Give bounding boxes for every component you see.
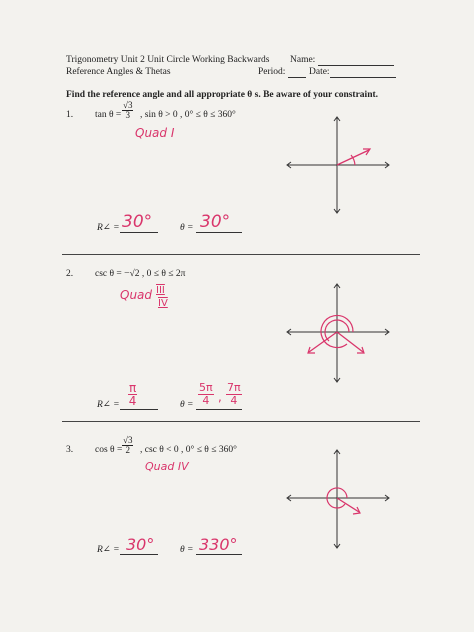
fraction-denominator: 4 xyxy=(230,394,238,407)
fraction-numerator: π xyxy=(129,381,137,395)
ref-angle-answer xyxy=(128,382,137,407)
worksheet-subtitle: Reference Angles & Thetas xyxy=(66,67,171,77)
ref-angle-blank[interactable] xyxy=(120,554,158,555)
coordinate-axes-icon xyxy=(285,282,391,384)
theta-answer: 330° xyxy=(199,535,238,554)
fraction-denominator: 3 xyxy=(125,110,130,120)
fraction-numerator: 5π xyxy=(199,381,213,394)
problem-number: 3. xyxy=(66,445,74,455)
theta-blank[interactable] xyxy=(196,409,242,410)
ref-angle-answer: 30° xyxy=(126,535,155,554)
ref-angle-answer: 30° xyxy=(122,212,153,232)
theta-label: θ = xyxy=(180,400,194,410)
coordinate-axes-icon xyxy=(285,115,391,215)
equation-lhs: tan θ = xyxy=(95,110,122,120)
equation: csc θ = −√2 , 0 ≤ θ ≤ 2π xyxy=(95,269,186,279)
problem-number: 1. xyxy=(66,110,74,120)
ref-angle-blank[interactable] xyxy=(120,232,158,233)
fraction-denominator: 4 xyxy=(202,394,210,407)
equation-fraction xyxy=(122,436,133,455)
period-label: Period: xyxy=(258,67,286,77)
quadrant-note: Quad I xyxy=(135,126,175,140)
fraction-denominator: 2 xyxy=(125,445,130,455)
quadrant-note-four: IV xyxy=(158,298,168,309)
coordinate-axes-icon xyxy=(285,448,391,550)
fraction-numerator: 7π xyxy=(227,381,241,394)
period-blank[interactable] xyxy=(288,77,306,78)
section-divider xyxy=(62,254,420,255)
equation-lhs: cos θ = xyxy=(95,445,123,455)
theta-blank[interactable] xyxy=(196,232,242,233)
equation-conditions: , sin θ > 0 , 0° ≤ θ ≤ 360° xyxy=(140,110,236,120)
equation-fraction xyxy=(122,101,133,120)
ref-angle-blank[interactable] xyxy=(120,409,158,410)
equation-conditions: , csc θ < 0 , 0° ≤ θ ≤ 360° xyxy=(140,445,237,455)
fraction-numerator: √3 xyxy=(123,100,133,110)
answer-separator: , xyxy=(218,390,222,404)
section-divider xyxy=(62,421,420,422)
date-label: Date: xyxy=(309,67,330,77)
date-blank[interactable] xyxy=(330,77,396,78)
quadrant-note: Quad IV xyxy=(145,460,189,473)
fraction-numerator: √3 xyxy=(123,435,133,445)
name-blank[interactable] xyxy=(318,65,394,66)
theta-answer-first xyxy=(198,382,214,407)
worksheet-title: Trigonometry Unit 2 Unit Circle Working Backwards xyxy=(66,55,270,65)
ref-angle-label: R∠ = xyxy=(97,545,120,555)
name-label: Name: xyxy=(290,55,316,65)
theta-label: θ = xyxy=(180,223,194,233)
quadrant-note: Quad xyxy=(120,288,153,302)
instructions: Find the reference angle and all appropriate θ s. Be aware of your constraint. xyxy=(66,90,379,100)
theta-label: θ = xyxy=(180,545,194,555)
theta-answer-second xyxy=(226,382,242,407)
theta-blank[interactable] xyxy=(196,554,242,555)
fraction-denominator: 4 xyxy=(128,394,137,408)
ref-angle-label: R∠ = xyxy=(97,223,120,233)
ref-angle-label: R∠ = xyxy=(97,400,120,410)
problem-number: 2. xyxy=(66,269,74,279)
theta-answer: 30° xyxy=(200,212,231,232)
quadrant-note-three: III xyxy=(156,285,165,296)
